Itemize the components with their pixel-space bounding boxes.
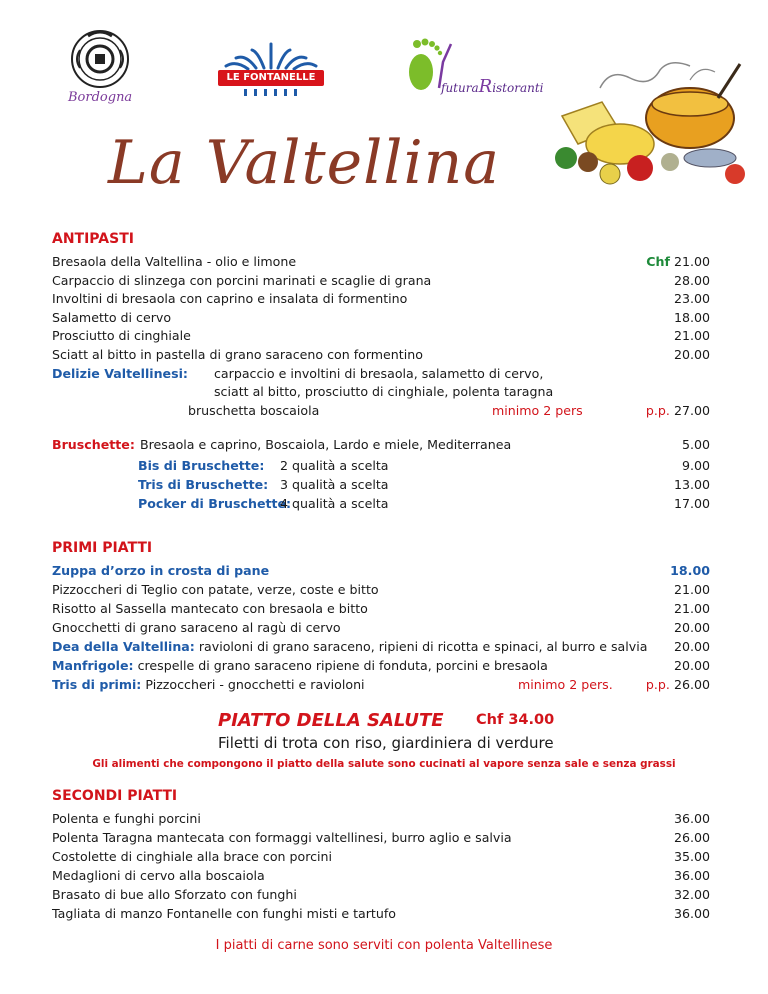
item-price: 32.00 <box>673 887 710 902</box>
item-price <box>646 402 710 421</box>
list-item <box>52 309 710 328</box>
item-price: 20.00 <box>673 620 710 635</box>
item-price <box>646 253 710 272</box>
food-illustration <box>540 58 752 188</box>
list-item <box>52 638 710 657</box>
fontanelle-logo <box>212 40 330 100</box>
item-price: 26.00 <box>673 830 710 845</box>
bordogna-logo <box>62 28 152 108</box>
salute-desc: Filetti di trota con riso, giardiniera di verdure <box>218 734 554 752</box>
variant-label: Pocker di Bruschette: <box>138 496 292 511</box>
item-name: Zuppa d’orzo in crosta di pane <box>52 563 270 578</box>
item-desc: crespelle di grano saraceno ripiene di fonduta, porcini e bresaola <box>137 658 548 673</box>
item-name: Prosciutto di cinghiale <box>52 328 191 344</box>
item-price: 36.00 <box>673 906 710 921</box>
menu-title: La Valtellina <box>108 128 501 198</box>
item-price: 20.00 <box>673 658 710 673</box>
item-price: 9.00 <box>681 458 710 473</box>
list-item <box>52 346 710 365</box>
item-name: Pizzoccheri di Teglio con patate, verze, coste e bitto <box>52 582 379 597</box>
list-item <box>52 886 710 905</box>
delizie-row <box>52 402 710 421</box>
bruschette-variant-row <box>52 457 710 476</box>
item-name: Risotto al Sassella mantecato con bresaola e bitto <box>52 601 368 616</box>
list-item <box>52 810 710 829</box>
item-name: Polenta e funghi porcini <box>52 811 201 826</box>
currency-label: Chf <box>646 254 670 269</box>
per-person-label: p.p. <box>645 677 670 692</box>
list-item <box>52 848 710 867</box>
variant-label: Tris di Bruschette: <box>138 477 269 492</box>
item-price: 21.00 <box>673 582 710 597</box>
list-item <box>52 676 710 695</box>
item-price: 21.00 <box>673 601 710 616</box>
list-item <box>52 905 710 924</box>
list-item <box>52 829 710 848</box>
variant-desc: 3 qualità a scelta <box>280 477 389 492</box>
minimum-note: minimo 2 pers. <box>518 677 613 692</box>
item-price: 20.00 <box>673 639 710 654</box>
item-price: 36.00 <box>673 811 710 826</box>
item-price: 36.00 <box>673 868 710 883</box>
fountain-base-icon <box>240 88 302 98</box>
item-name: Bresaola della Valtellina - olio e limone <box>52 254 297 269</box>
item-price: 35.00 <box>673 849 710 864</box>
list-item <box>52 253 710 272</box>
bruschette-variant-row <box>52 495 710 514</box>
delizie-label: Delizie Valtellinesi: <box>52 365 188 381</box>
item-name: Involtini di bresaola con caprino e insalata di formentino <box>52 291 408 307</box>
variant-desc: 2 qualità a scelta <box>280 458 389 473</box>
futura-text <box>441 76 544 97</box>
item-name: Polenta Taragna mantecata con formaggi valtellinesi, burro aglio e salvia <box>52 830 512 845</box>
item-name: Salametto di cervo <box>52 309 172 325</box>
item-name: Costolette di cinghiale alla brace con porcini <box>52 849 333 864</box>
item-price: 17.00 <box>673 496 710 511</box>
item-price: 20.00 <box>673 347 710 362</box>
bruschette-row <box>52 436 710 455</box>
list-item <box>52 657 710 676</box>
item-name: Sciatt al bitto in pastella di grano saraceno con formentino <box>52 347 423 362</box>
secondi-heading: SECONDI PIATTI <box>52 788 178 804</box>
item-name: Tagliata di manzo Fontanelle con funghi misti e tartufo <box>52 906 396 921</box>
item-label: Tris di primi: <box>52 677 142 692</box>
price-value: 27.00 <box>673 402 710 418</box>
item-price: 5.00 <box>681 437 710 452</box>
item-name: Gnocchetti di grano saraceno al ragù di cervo <box>52 620 341 635</box>
salute-title: PIATTO DELLA SALUTE <box>218 710 444 731</box>
fontanelle-text: LE FONTANELLE <box>218 70 324 86</box>
futura-ristoranti-logo <box>403 34 563 97</box>
bruschette-desc: Bresaola e caprino, Boscaiola, Lardo e miele, Mediterranea <box>140 437 512 452</box>
futura-r: R <box>478 76 493 97</box>
list-item <box>52 272 710 291</box>
price-value: 21.00 <box>673 254 710 269</box>
item-label: Manfrigole: <box>52 658 134 673</box>
item-desc: Pizzoccheri - gnocchetti e ravioloni <box>145 677 365 692</box>
delizie-line1: carpaccio e involtini di bresaola, salametto di cervo, <box>214 365 544 381</box>
bordogna-crest-icon <box>62 28 152 90</box>
item-desc: ravioloni di grano saraceno, ripieni di ricotta e spinaci, al burro e salvia <box>198 639 648 654</box>
list-item <box>52 867 710 886</box>
item-price: 13.00 <box>673 477 710 492</box>
salute-price: Chf 34.00 <box>476 712 555 728</box>
item-name: Medaglioni di cervo alla boscaiola <box>52 868 265 883</box>
bruschette-label: Bruschette: <box>52 437 135 452</box>
item-label: Dea della Valtellina: <box>52 639 195 654</box>
item-name: Brasato di bue allo Sforzato con funghi <box>52 887 297 902</box>
futura-word: futura <box>441 81 479 95</box>
delizie-row <box>52 365 710 384</box>
per-person-label: p.p. <box>645 402 670 418</box>
list-item <box>52 327 710 346</box>
primi-heading: PRIMI PIATTI <box>52 540 153 556</box>
list-item <box>52 290 710 309</box>
item-price: 28.00 <box>673 272 710 288</box>
food-illustration-icon <box>540 58 752 188</box>
delizie-row <box>52 383 710 402</box>
fountain-icon <box>212 40 330 72</box>
bruschette-variant-row <box>52 476 710 495</box>
item-name: Carpaccio di slinzega con porcini marinati e scaglie di grana <box>52 272 432 288</box>
minimum-note: minimo 2 pers <box>492 402 583 418</box>
variant-label: Bis di Bruschette: <box>138 458 265 473</box>
item-price: 18.00 <box>673 309 710 325</box>
list-item <box>52 619 710 638</box>
list-item <box>52 581 710 600</box>
item-price: 21.00 <box>673 328 710 344</box>
item-price: 18.00 <box>670 563 710 578</box>
footer-note: I piatti di carne sono serviti con polenta Valtellinese <box>215 938 553 953</box>
list-item <box>52 600 710 619</box>
delizie-line3: bruschetta boscaiola <box>188 402 320 418</box>
list-item <box>52 562 710 581</box>
bordogna-text: Bordogna <box>68 90 133 105</box>
price-value: 26.00 <box>673 677 710 692</box>
item-price <box>646 676 710 695</box>
item-price: 23.00 <box>673 291 710 307</box>
delizie-line2: sciatt al bitto, prosciutto di cinghiale, polenta taragna <box>214 384 554 400</box>
futura-istoranti: istoranti <box>492 81 544 95</box>
variant-desc: 4 qualità a scelta <box>280 496 389 511</box>
antipasti-heading: ANTIPASTI <box>52 231 134 247</box>
salute-note: Gli alimenti che compongono il piatto della salute sono cucinati al vapore senza sale e senza grassi <box>92 758 676 770</box>
